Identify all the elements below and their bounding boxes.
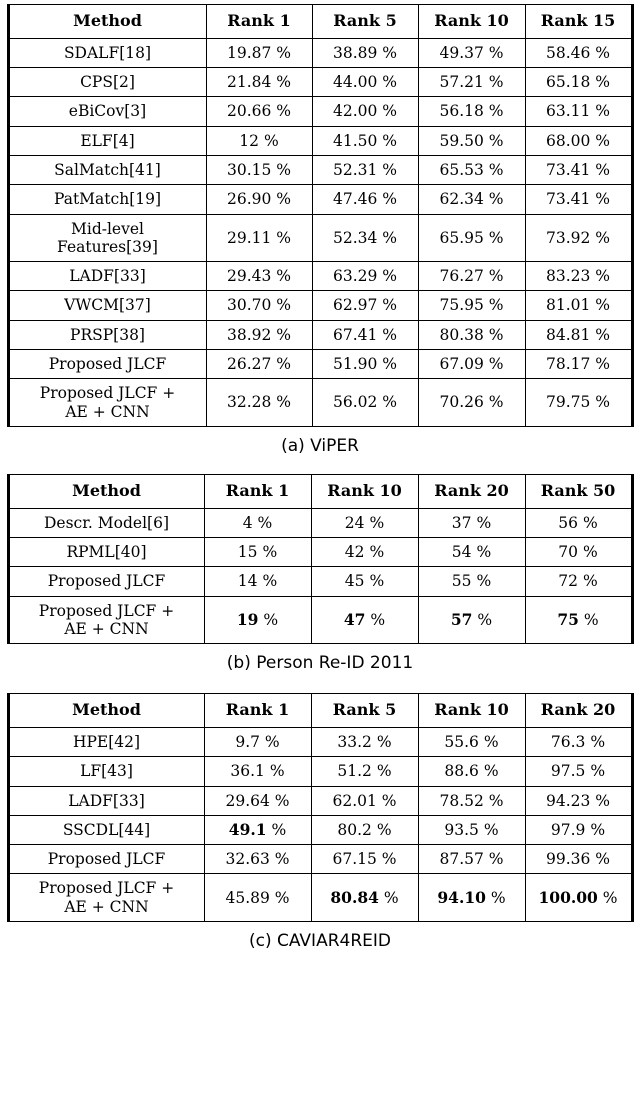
results-table-viper (7, 4, 634, 427)
cell-value: 56.02 % (312, 379, 418, 427)
cell-value: 70 % (525, 537, 632, 566)
cell-method: Proposed JLCF (8, 845, 204, 874)
cell-value: 83.23 % (525, 262, 632, 291)
table-row (8, 757, 632, 786)
cell-value: 52.34 % (312, 214, 418, 262)
table-row (8, 262, 632, 291)
cell-value: 56 % (525, 508, 632, 537)
table-row (8, 874, 632, 922)
table-row (8, 185, 632, 214)
cell-value: 63.11 % (525, 97, 632, 126)
table-body (8, 38, 632, 426)
cell-value: 62.34 % (418, 185, 525, 214)
cell-value: 88.6 % (418, 757, 525, 786)
cell-value: 62.97 % (312, 291, 418, 320)
cell-value: 76.3 % (525, 727, 632, 756)
cell-value: 67.15 % (311, 845, 418, 874)
cell-value: 78.52 % (418, 786, 525, 815)
cell-value: 12 % (206, 126, 312, 155)
cell-method: PRSP[38] (8, 320, 206, 349)
column-header-rank20: Rank 20 (418, 474, 525, 508)
cell-value: 99.36 % (525, 845, 632, 874)
cell-value: 57 % (418, 596, 525, 644)
cell-value: 51.90 % (312, 349, 418, 378)
cell-value: 37 % (418, 508, 525, 537)
table-row (8, 126, 632, 155)
column-header-rank1: Rank 1 (206, 5, 312, 39)
cell-value: 29.11 % (206, 214, 312, 262)
table-header-row (8, 474, 632, 508)
cell-method: LF[43] (8, 757, 204, 786)
cell-value: 57.21 % (418, 68, 525, 97)
table-row (8, 156, 632, 185)
cell-method: VWCM[37] (8, 291, 206, 320)
cell-method: Proposed JLCF + AE + CNN (8, 874, 204, 922)
table-row (8, 727, 632, 756)
cell-value: 84.81 % (525, 320, 632, 349)
cell-value: 67.09 % (418, 349, 525, 378)
column-header-rank10: Rank 10 (418, 5, 525, 39)
cell-value: 80.38 % (418, 320, 525, 349)
cell-value: 47 % (311, 596, 418, 644)
table-caption-caviar4reid: (c) CAVIAR4REID (249, 930, 391, 951)
cell-value: 70.26 % (418, 379, 525, 427)
table-caption-viper: (a) ViPER (281, 435, 359, 456)
cell-value: 56.18 % (418, 97, 525, 126)
table-row (8, 508, 632, 537)
cell-value: 42.00 % (312, 97, 418, 126)
cell-value: 80.2 % (311, 815, 418, 844)
cell-value: 21.84 % (206, 68, 312, 97)
cell-value: 63.29 % (312, 262, 418, 291)
cell-value: 30.15 % (206, 156, 312, 185)
cell-method: Proposed JLCF (8, 567, 204, 596)
cell-method: eBiCov[3] (8, 97, 206, 126)
cell-value: 76.27 % (418, 262, 525, 291)
cell-value: 72 % (525, 567, 632, 596)
table-row (8, 291, 632, 320)
cell-method: Proposed JLCF (8, 349, 206, 378)
cell-value: 94.23 % (525, 786, 632, 815)
cell-value: 87.57 % (418, 845, 525, 874)
cell-value: 52.31 % (312, 156, 418, 185)
cell-method: Proposed JLCF + AE + CNN (8, 596, 204, 644)
cell-value: 97.5 % (525, 757, 632, 786)
column-header-rank10: Rank 10 (311, 474, 418, 508)
cell-value: 20.66 % (206, 97, 312, 126)
column-header-rank15: Rank 15 (525, 5, 632, 39)
cell-method: Proposed JLCF + AE + CNN (8, 379, 206, 427)
cell-method: Descr. Model[6] (8, 508, 204, 537)
table-block-person-reid-2011 (6, 474, 634, 673)
cell-value: 41.50 % (312, 126, 418, 155)
table-block-viper (6, 4, 634, 456)
table-row (8, 214, 632, 262)
cell-value: 19 % (204, 596, 311, 644)
cell-value: 78.17 % (525, 349, 632, 378)
table-row (8, 596, 632, 644)
table-header-row (8, 694, 632, 728)
cell-value: 29.43 % (206, 262, 312, 291)
cell-value: 81.01 % (525, 291, 632, 320)
cell-method: SalMatch[41] (8, 156, 206, 185)
table-row (8, 567, 632, 596)
cell-value: 42 % (311, 537, 418, 566)
cell-value: 65.53 % (418, 156, 525, 185)
table-row (8, 97, 632, 126)
column-header-method: Method (8, 5, 206, 39)
cell-value: 26.27 % (206, 349, 312, 378)
table-row (8, 349, 632, 378)
column-header-method: Method (8, 474, 204, 508)
cell-method: LADF[33] (8, 786, 204, 815)
cell-value: 29.64 % (204, 786, 311, 815)
table-block-caviar4reid (6, 693, 634, 951)
table-row (8, 68, 632, 97)
cell-value: 93.5 % (418, 815, 525, 844)
cell-value: 19.87 % (206, 38, 312, 67)
cell-method: ELF[4] (8, 126, 206, 155)
cell-value: 47.46 % (312, 185, 418, 214)
cell-value: 38.92 % (206, 320, 312, 349)
column-header-rank1: Rank 1 (204, 474, 311, 508)
cell-value: 30.70 % (206, 291, 312, 320)
cell-value: 54 % (418, 537, 525, 566)
cell-value: 14 % (204, 567, 311, 596)
cell-value: 51.2 % (311, 757, 418, 786)
column-header-rank20: Rank 20 (525, 694, 632, 728)
cell-value: 4 % (204, 508, 311, 537)
cell-method: SDALF[18] (8, 38, 206, 67)
column-header-rank5: Rank 5 (311, 694, 418, 728)
table-body (8, 727, 632, 921)
cell-method: SSCDL[44] (8, 815, 204, 844)
cell-value: 49.37 % (418, 38, 525, 67)
cell-value: 75 % (525, 596, 632, 644)
column-header-rank1: Rank 1 (204, 694, 311, 728)
cell-value: 59.50 % (418, 126, 525, 155)
cell-value: 45.89 % (204, 874, 311, 922)
cell-method: RPML[40] (8, 537, 204, 566)
table-row (8, 537, 632, 566)
cell-method: LADF[33] (8, 262, 206, 291)
cell-method: HPE[42] (8, 727, 204, 756)
cell-value: 36.1 % (204, 757, 311, 786)
cell-value: 97.9 % (525, 815, 632, 844)
cell-value: 100.00 % (525, 874, 632, 922)
cell-value: 26.90 % (206, 185, 312, 214)
cell-value: 65.95 % (418, 214, 525, 262)
cell-value: 80.84 % (311, 874, 418, 922)
cell-value: 24 % (311, 508, 418, 537)
table-row (8, 815, 632, 844)
cell-value: 9.7 % (204, 727, 311, 756)
table-row (8, 786, 632, 815)
cell-value: 44.00 % (312, 68, 418, 97)
cell-value: 38.89 % (312, 38, 418, 67)
results-table-person-reid-2011 (7, 474, 634, 644)
cell-value: 15 % (204, 537, 311, 566)
cell-value: 75.95 % (418, 291, 525, 320)
cell-value: 94.10 % (418, 874, 525, 922)
cell-value: 32.28 % (206, 379, 312, 427)
table-row (8, 320, 632, 349)
cell-value: 73.41 % (525, 185, 632, 214)
cell-value: 33.2 % (311, 727, 418, 756)
cell-value: 58.46 % (525, 38, 632, 67)
cell-method: Mid-level Features[39] (8, 214, 206, 262)
column-header-rank5: Rank 5 (312, 5, 418, 39)
column-header-rank10: Rank 10 (418, 694, 525, 728)
table-body (8, 508, 632, 643)
cell-value: 45 % (311, 567, 418, 596)
cell-method: PatMatch[19] (8, 185, 206, 214)
cell-value: 55.6 % (418, 727, 525, 756)
cell-value: 67.41 % (312, 320, 418, 349)
cell-value: 32.63 % (204, 845, 311, 874)
table-header-row (8, 5, 632, 39)
table-caption-person-reid-2011: (b) Person Re-ID 2011 (226, 653, 414, 674)
column-header-method: Method (8, 694, 204, 728)
cell-value: 73.41 % (525, 156, 632, 185)
cell-value: 79.75 % (525, 379, 632, 427)
cell-value: 68.00 % (525, 126, 632, 155)
cell-value: 65.18 % (525, 68, 632, 97)
cell-method: CPS[2] (8, 68, 206, 97)
cell-value: 62.01 % (311, 786, 418, 815)
column-header-rank50: Rank 50 (525, 474, 632, 508)
cell-value: 49.1 % (204, 815, 311, 844)
table-row (8, 38, 632, 67)
table-row (8, 845, 632, 874)
table-row (8, 379, 632, 427)
cell-value: 55 % (418, 567, 525, 596)
cell-value: 73.92 % (525, 214, 632, 262)
results-table-caviar4reid (7, 693, 634, 922)
